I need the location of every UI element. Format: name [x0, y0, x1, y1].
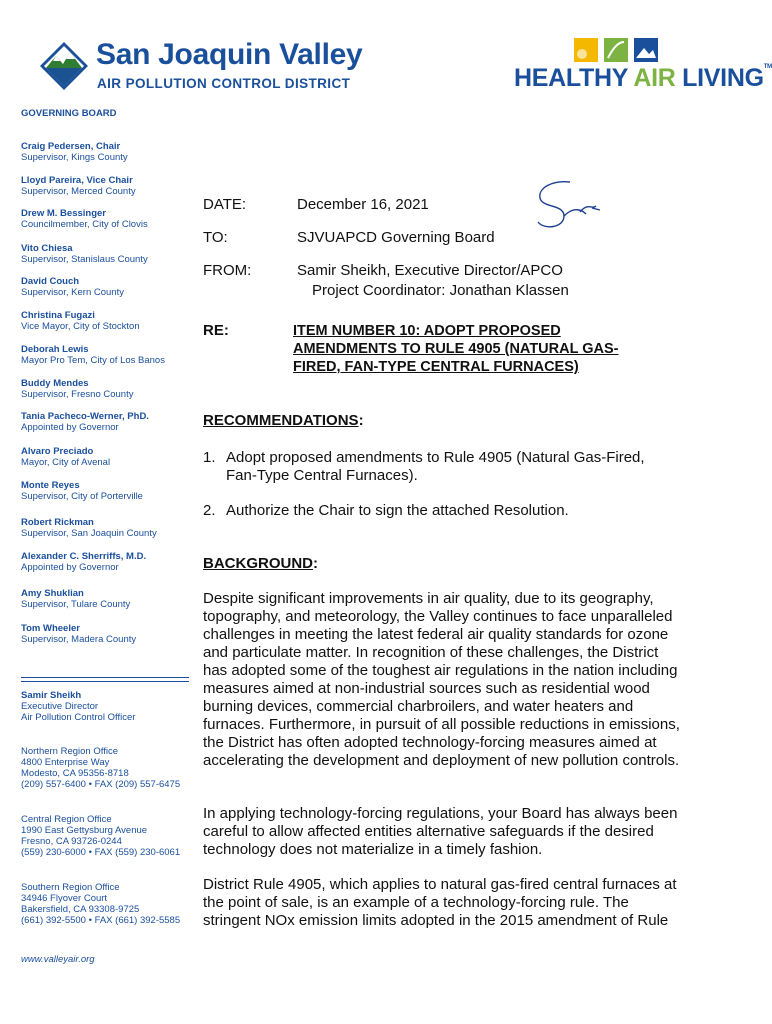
recommendation-number: 1.: [203, 449, 216, 466]
member-name: Alvaro Preciado: [21, 446, 94, 457]
re-label: RE:: [203, 322, 229, 339]
governing-board-heading: GOVERNING BOARD: [21, 108, 117, 119]
date-value: December 16, 2021: [297, 196, 429, 213]
officer-title-2: Air Pollution Control Officer: [21, 712, 136, 723]
to-label: TO:: [203, 229, 228, 246]
board-member: [21, 141, 128, 163]
recommendations-heading-text: RECOMMENDATIONS: [203, 412, 359, 429]
member-name: Lloyd Pareira, Vice Chair: [21, 175, 133, 186]
member-name: Deborah Lewis: [21, 344, 89, 355]
sidebar-divider: [21, 677, 189, 682]
board-member: [21, 517, 157, 539]
logo-living: LIVING: [675, 64, 764, 92]
member-name: Alexander C. Sherriffs, M.D.: [21, 551, 147, 562]
board-member: [21, 175, 136, 197]
org-subtitle: AIR POLLUTION CONTROL DISTRICT: [97, 76, 351, 91]
member-name: Buddy Mendes: [21, 378, 89, 389]
date-label: DATE:: [203, 196, 247, 213]
board-member: [21, 310, 140, 332]
board-member: [21, 480, 143, 502]
office-name: Central Region Office: [21, 814, 112, 825]
background-paragraph-3: District Rule 4905, which applies to natural gas-fired central furnaces at the point of sale, is an example of a technology-forcing rule. The stringent NOx emission limits adopted in the 2015 amendment of Rule: [203, 876, 677, 929]
member-name: Tania Pacheco-Werner, PhD.: [21, 411, 149, 422]
background-heading: [203, 555, 318, 572]
office-city: Bakersfield, CA 93308-9725: [21, 904, 140, 915]
office-street: 4800 Enterprise Way: [21, 757, 110, 768]
recommendation-text: Authorize the Chair to sign the attached Resolution.: [226, 502, 569, 519]
background-heading-colon: :: [313, 555, 318, 572]
office-central: [21, 814, 180, 858]
recommendations-heading: [203, 412, 364, 429]
board-member: [21, 344, 165, 366]
member-name: David Couch: [21, 276, 80, 287]
member-title: Supervisor, Kern County: [21, 287, 124, 298]
board-member: [21, 446, 110, 468]
background-paragraph-2: In applying technology-forcing regulations, your Board has always been careful to allow affected entities alternative safeguards if the desired technology does not materialize in a timely fashion.: [203, 805, 678, 858]
member-name: Tom Wheeler: [21, 623, 80, 634]
officer-name: Samir Sheikh: [21, 690, 82, 701]
office-phone: (559) 230-6000 • FAX (559) 230-6061: [21, 847, 181, 858]
from-label: FROM:: [203, 262, 252, 279]
member-title: Supervisor, Madera County: [21, 634, 137, 645]
member-title: Mayor, City of Avenal: [21, 457, 111, 468]
district-logo-mountain-icon: [38, 40, 90, 92]
member-name: Robert Rickman: [21, 517, 94, 528]
member-title: Supervisor, Stanislaus County: [21, 254, 148, 265]
office-phone: (209) 557-6400 • FAX (209) 557-6475: [21, 779, 181, 790]
member-name: Vito Chiesa: [21, 243, 73, 254]
from-value: Samir Sheikh, Executive Director/APCO: [297, 262, 563, 279]
board-member: [21, 623, 136, 645]
office-name: Southern Region Office: [21, 882, 120, 893]
member-name: Amy Shuklian: [21, 588, 84, 599]
member-name: Craig Pedersen, Chair: [21, 141, 121, 152]
member-name: Drew M. Bessinger: [21, 208, 106, 219]
office-street: 1990 East Gettysburg Avenue: [21, 825, 148, 836]
org-title: San Joaquin Valley: [96, 38, 363, 71]
board-member: [21, 378, 133, 400]
member-title: Supervisor, Fresno County: [21, 389, 134, 400]
member-title: Appointed by Governor: [21, 562, 119, 573]
board-member: [21, 243, 148, 265]
office-southern: [21, 882, 180, 926]
member-title: Supervisor, Merced County: [21, 186, 136, 197]
recommendation-text: Adopt proposed amendments to Rule 4905 (Natural Gas-Fired, Fan-Type Central Furnaces).: [226, 449, 645, 484]
recommendation-item-2: [203, 502, 673, 520]
re-value: ITEM NUMBER 10: ADOPT PROPOSED AMENDMENTS TO RULE 4905 (NATURAL GAS-FIRED, FAN-TYPE CENTRAL FURNACES): [293, 323, 619, 375]
member-name: Monte Reyes: [21, 480, 80, 491]
board-member: [21, 276, 124, 298]
website-link[interactable]: www.valleyair.org: [21, 954, 95, 965]
from-value-2: Project Coordinator: Jonathan Klassen: [312, 282, 569, 299]
to-value: SJVUAPCD Governing Board: [297, 229, 495, 246]
board-member: [21, 588, 130, 610]
officer-block: [21, 690, 135, 723]
office-northern: [21, 746, 180, 790]
signature-icon: [530, 176, 610, 236]
recommendation-item-1: [203, 449, 673, 485]
logo-healthy: HEALTHY: [514, 64, 634, 92]
officer-title-1: Executive Director: [21, 701, 99, 712]
member-title: Supervisor, San Joaquin County: [21, 528, 157, 539]
background-heading-text: BACKGROUND: [203, 555, 313, 572]
member-title: Appointed by Governor: [21, 422, 119, 433]
member-title: Supervisor, Kings County: [21, 152, 128, 163]
logo-tm: TM: [763, 64, 772, 70]
member-title: Vice Mayor, City of Stockton: [21, 321, 140, 332]
board-member: [21, 551, 146, 573]
healthy-air-living-icons: [574, 38, 666, 62]
office-city: Modesto, CA 95356-8718: [21, 768, 129, 779]
board-member: [21, 411, 149, 433]
member-title: Supervisor, City of Porterville: [21, 491, 143, 502]
background-paragraph-1: Despite significant improvements in air quality, due to its geography, topography, and meteorology, the Valley continues to face unparalleled challenges in meeting the latest federal air quality standards for ozone and particulate matter. In recognition of these challenges, the District has adopted some of the toughest air regulations in the nation including measures aimed at non-industrial sources such as residential wood burning devices, commercial charbroilers, and water heaters and furnaces. Furthermore, in pursuit of all possible reductions in emissions, the District has often adopted technology-forcing measures aimed at accelerating the development and deployment of new pollution controls.: [203, 590, 680, 769]
member-name: Christina Fugazi: [21, 310, 95, 321]
board-member: [21, 208, 148, 230]
member-title: Councilmember, City of Clovis: [21, 219, 148, 230]
member-title: Mayor Pro Tem, City of Los Banos: [21, 355, 165, 366]
office-city: Fresno, CA 93726-0244: [21, 836, 122, 847]
healthy-air-living-logo: [514, 64, 772, 93]
recommendations-heading-colon: :: [358, 412, 364, 429]
recommendation-number: 2.: [203, 502, 216, 519]
member-title: Supervisor, Tulare County: [21, 599, 131, 610]
logo-air: AIR: [633, 64, 676, 92]
office-name: Northern Region Office: [21, 746, 118, 757]
office-street: 34946 Flyover Court: [21, 893, 108, 904]
office-phone: (661) 392-5500 • FAX (661) 392-5585: [21, 915, 181, 926]
